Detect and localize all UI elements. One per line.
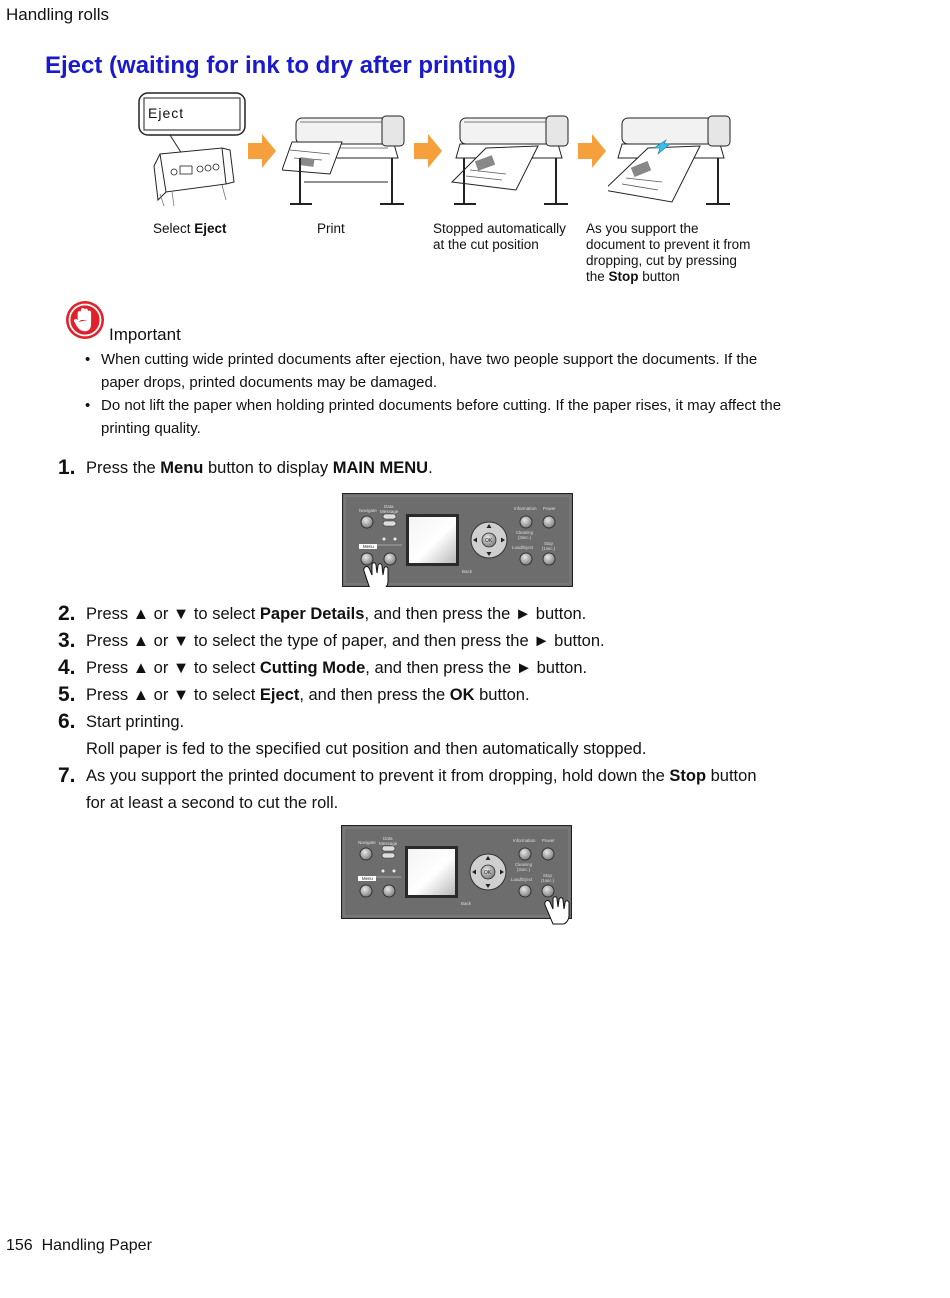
navigate-label: Navigate — [359, 508, 377, 513]
list-item: • Do not lift the paper when holding printed documents before cutting. If the paper rises, it may affect the printing quality. — [84, 394, 844, 440]
lcd-screen — [409, 517, 456, 563]
cleaning-sub-label: (3sec.) — [517, 867, 531, 872]
stop-sub-label: (1sec.) — [541, 878, 555, 883]
power-label: Power — [542, 838, 555, 843]
back-label: Back — [461, 901, 472, 906]
stop-label: Stop — [544, 541, 553, 546]
operation-panel-stop — [341, 825, 572, 925]
message-lamp — [383, 521, 396, 526]
stop-button[interactable] — [543, 553, 555, 565]
caption-support-cut: As you support the document to prevent it from dropping, cut by pressing the Stop button — [586, 221, 751, 284]
navigate-button[interactable] — [360, 848, 372, 860]
ink-lamp-icon — [383, 538, 386, 541]
back-label: Back — [462, 569, 473, 574]
load-eject-button[interactable] — [520, 553, 532, 565]
paper-lamp-icon — [394, 538, 397, 541]
navigate-button[interactable] — [361, 516, 373, 528]
data-lamp — [383, 514, 396, 519]
information-label: Information — [513, 838, 536, 843]
menu-label: Menu — [362, 876, 373, 881]
menu-button[interactable] — [361, 553, 373, 565]
data-lamp — [382, 846, 395, 851]
message-label: Message — [380, 509, 399, 514]
ink-lamp-icon — [382, 870, 385, 873]
cleaning-label: Cleaning — [515, 862, 532, 867]
right-arrow-icon — [248, 134, 276, 168]
pointing-hand-icon — [545, 897, 569, 924]
back-button[interactable] — [383, 885, 395, 897]
power-button[interactable] — [542, 848, 554, 860]
cleaning-label: Cleaning — [516, 530, 533, 535]
lcd-text: Eject — [148, 105, 185, 121]
important-bullets — [84, 348, 844, 440]
list-item: • When cutting wide printed documents after ejection, have two people support the documents. If the paper drops, printed documents may be damaged. — [84, 348, 844, 394]
step-6-continuation: Roll paper is fed to the specified cut position and then automatically stopped. — [86, 740, 647, 758]
stop-hand-icon — [65, 300, 105, 340]
load-eject-label: Load/Eject — [511, 877, 533, 882]
right-arrow-icon — [414, 134, 442, 168]
step-7-continuation: for at least a second to cut the roll. — [86, 794, 339, 812]
stop-button[interactable] — [542, 885, 554, 897]
message-label: Message — [379, 841, 398, 846]
lcd-screen — [408, 849, 455, 895]
information-label: Information — [514, 506, 537, 511]
caption-print: Print — [317, 221, 345, 236]
page-title: Eject (waiting for ink to dry after printing) — [45, 52, 516, 79]
navigate-label: Navigate — [358, 840, 376, 845]
menu-label: Menu — [363, 544, 374, 549]
cleaning-sub-label: (3sec.) — [518, 535, 532, 540]
back-button[interactable] — [384, 553, 396, 565]
message-lamp — [382, 853, 395, 858]
page-number: 156 — [6, 1237, 33, 1254]
caption-select-eject: Select Eject — [153, 221, 227, 236]
information-button[interactable] — [520, 516, 532, 528]
important-label: Important — [109, 325, 181, 344]
printer-stopped-illustration — [446, 112, 576, 208]
page-footer — [6, 1237, 152, 1255]
power-button[interactable] — [543, 516, 555, 528]
running-head: Handling rolls — [6, 5, 109, 24]
printer-printing-illustration — [282, 112, 412, 208]
power-label: Power — [543, 506, 556, 511]
right-arrow-icon — [578, 134, 606, 168]
caption-stopped: Stopped automatically at the cut position — [433, 221, 566, 252]
ok-label: OK — [484, 870, 492, 876]
operation-panel-menu — [342, 493, 573, 587]
data-label: Data — [383, 836, 393, 841]
load-eject-button[interactable] — [519, 885, 531, 897]
information-button[interactable] — [519, 848, 531, 860]
data-label: Data — [384, 504, 394, 509]
stop-label: Stop — [543, 873, 552, 878]
load-eject-label: Load/Eject — [512, 545, 534, 550]
printer-cutting-illustration — [608, 112, 738, 208]
paper-lamp-icon — [393, 870, 396, 873]
eject-figure — [130, 90, 750, 210]
stop-sub-label: (1sec.) — [542, 546, 556, 551]
ok-label: OK — [485, 538, 493, 544]
footer-section: Handling Paper — [41, 1237, 152, 1254]
menu-button[interactable] — [360, 885, 372, 897]
